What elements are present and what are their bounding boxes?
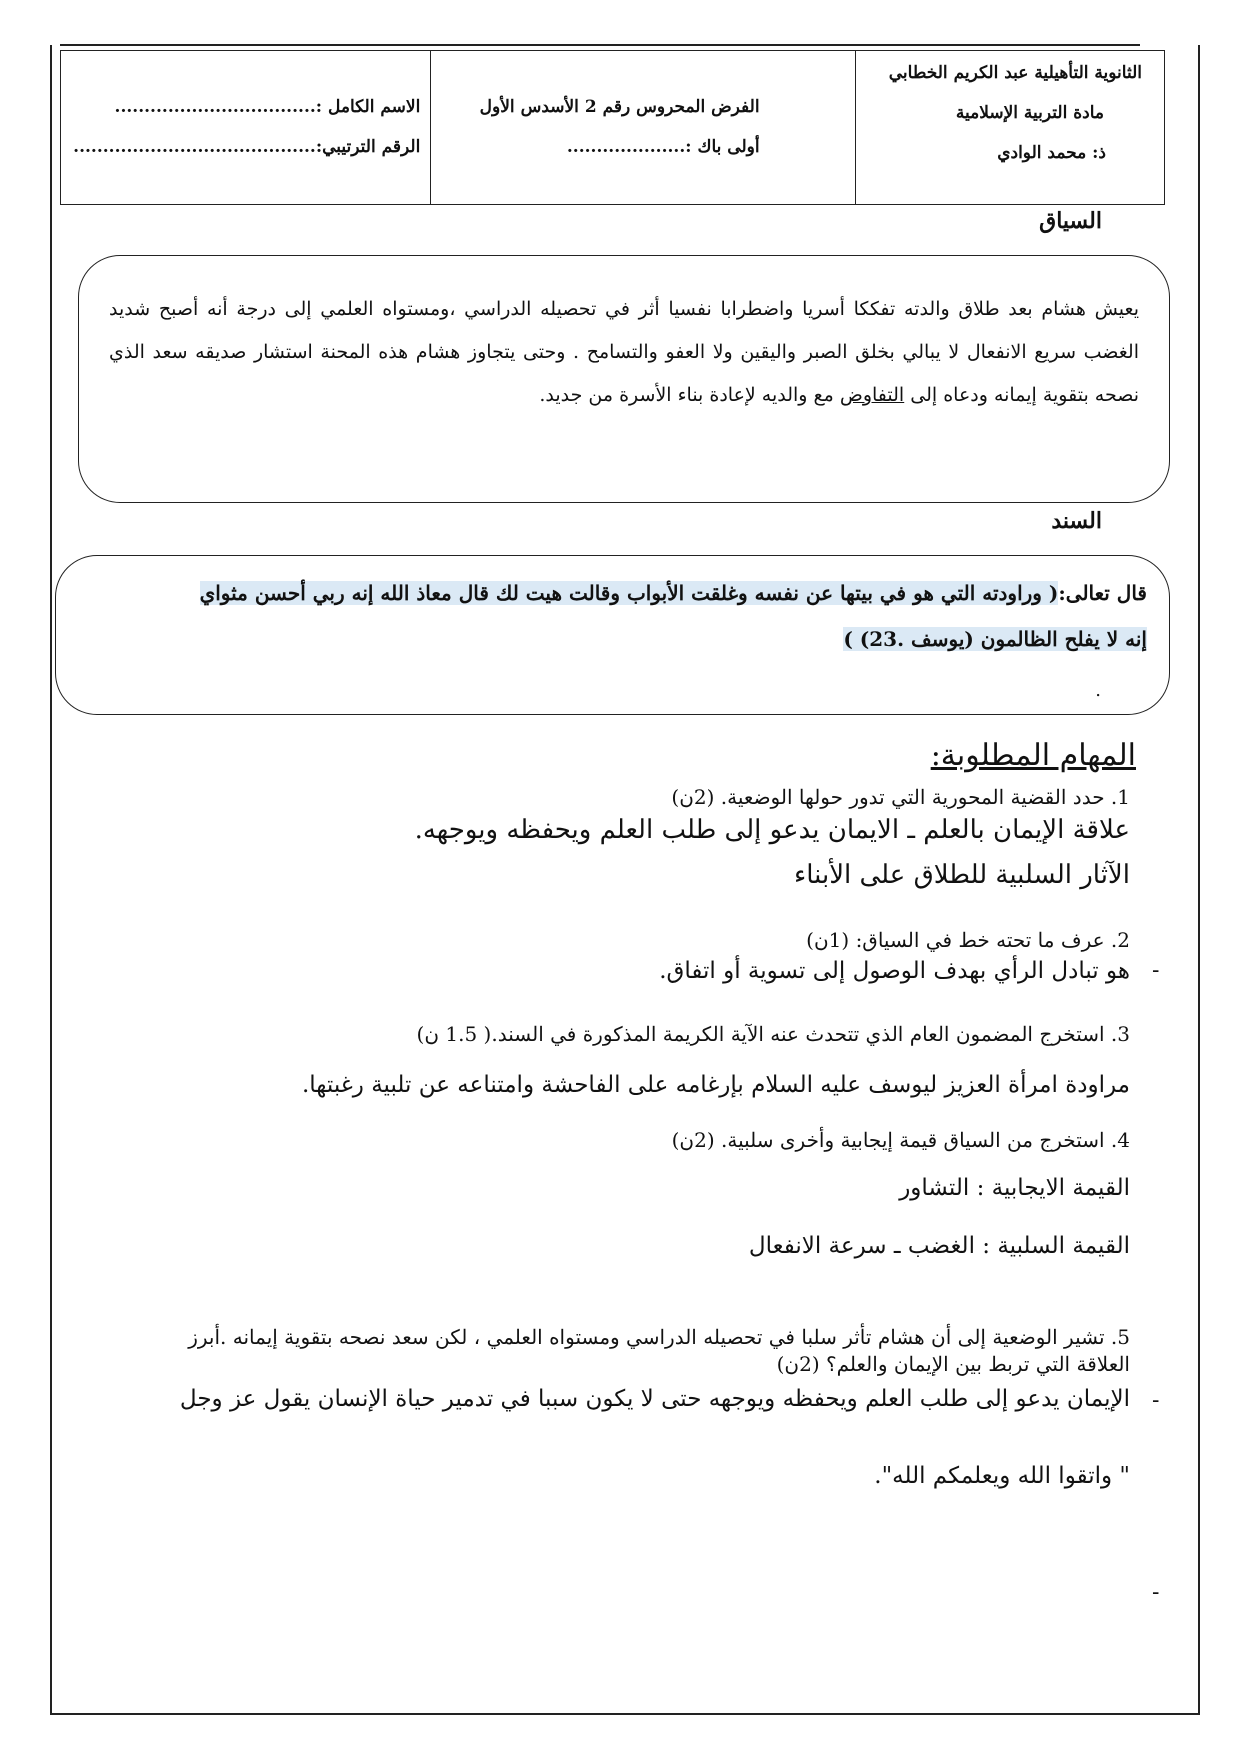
context-box [78, 255, 1170, 503]
header-student-cell [61, 51, 430, 204]
header-school-cell [855, 51, 1164, 204]
top-border-line [60, 44, 1140, 46]
header-table [60, 50, 1165, 205]
exam-title: الفرض المحروس رقم 2 الأسدس الأول [479, 97, 760, 117]
verse-line-2: إنه لا يفلح الظالمون (يوسف .23) ) [843, 627, 1147, 651]
sanad-trailing-dot: . [1095, 680, 1101, 701]
question-1: 1. حدد القضية المحورية التي تدور حولها الوضعية. (2ن) [671, 785, 1130, 809]
answer-5a: الإيمان يدعو إلى طلب العلم ويحفظه ويوجهه حتى لا يكون سببا في تدمير حياة الإنسان يقول عز وجل [179, 1386, 1130, 1412]
sanad-verse [78, 570, 1147, 662]
tasks-title: المهام المطلوبة: [930, 738, 1136, 773]
context-text-after: مع والديه لإعادة بناء الأسرة من جديد. [539, 384, 840, 406]
context-paragraph [109, 288, 1139, 417]
rank-number-field[interactable]: الرقم الترتيبي:......................................... [73, 137, 421, 157]
bullet-dash: - [1152, 958, 1160, 983]
sanad-verse-line-1 [78, 570, 1147, 616]
header-exam-cell [430, 51, 854, 204]
question-3: 3. استخرج المضمون العام الذي تتحدث عنه الآية الكريمة المذكورة في السند.( 1.5 ن) [416, 1022, 1130, 1046]
subject-name: مادة التربية الإسلامية [955, 103, 1104, 123]
question-5-line-2: العلاقة التي تربط بين الإيمان والعلم؟ (2ن) [776, 1352, 1130, 1376]
answer-1a: علاقة الإيمان بالعلم ـ الايمان يدعو إلى طلب العلم ويحفظه ويوجهه. [414, 815, 1130, 845]
question-4: 4. استخرج من السياق قيمة إيجابية وأخرى سلبية. (2ن) [671, 1128, 1130, 1152]
level-field: أولى باك :.................... [566, 137, 760, 157]
sanad-title: السند [1051, 508, 1102, 534]
answer-5b: " واتقوا الله ويعلمكم الله". [874, 1463, 1130, 1489]
full-name-field[interactable]: الاسم الكامل :.................................. [114, 97, 421, 117]
teacher-name: ذ: محمد الوادي [997, 143, 1106, 163]
answer-4-positive: القيمة الايجابية : التشاور [899, 1175, 1130, 1201]
sanad-intro: قال تعالى: [1058, 581, 1147, 605]
context-title: السياق [1039, 208, 1102, 234]
sanad-verse-line-2 [78, 616, 1147, 662]
answer-3: مراودة امرأة العزيز ليوسف عليه السلام بإرغامه على الفاحشة وامتناعه عن تلبية رغبتها. [301, 1072, 1130, 1098]
question-5-line-1: 5. تشير الوضعية إلى أن هشام تأثر سلبا في تحصيله الدراسي ومستواه العلمي ، لكن سعد نصحه بتقوية إيمانه .أبرز [188, 1325, 1130, 1349]
answer-4-negative: القيمة السلبية : الغضب ـ سرعة الانفعال [748, 1233, 1130, 1259]
bullet-dash: - [1152, 1580, 1160, 1605]
sanad-box [55, 555, 1170, 715]
verse-line-1: ( وراودته التي هو في بيتها عن نفسه وغلقت الأبواب وقالت هيت لك قال معاذ الله إنه ربي أحسن مثواي [199, 581, 1059, 605]
bullet-dash: - [1152, 1388, 1160, 1413]
answer-1b: الآثار السلبية للطلاق على الأبناء [793, 860, 1130, 890]
answer-2: هو تبادل الرأي بهدف الوصول إلى تسوية أو اتفاق. [659, 958, 1130, 984]
question-2: 2. عرف ما تحته خط في السياق: (1ن) [806, 928, 1130, 952]
context-underlined-word: التفاوض [839, 384, 905, 406]
school-name: الثانوية التأهيلية عبد الكريم الخطابي [888, 63, 1142, 83]
context-text-before: يعيش هشام بعد طلاق والدته تفككا أسريا واضطرابا نفسيا أثر في تحصيله الدراسي ،ومستواه العلمي إلى درجة أنه أصبح شديد الغضب سريع الانفعال لا يبالي بخلق الصبر واليقين ولا العفو والتسامح . وحتى يتجاوز هشام هذه المحنة استشار صديقه سعد الذي نصحه بتقوية إيمانه ودعاه إلى [109, 298, 1139, 406]
